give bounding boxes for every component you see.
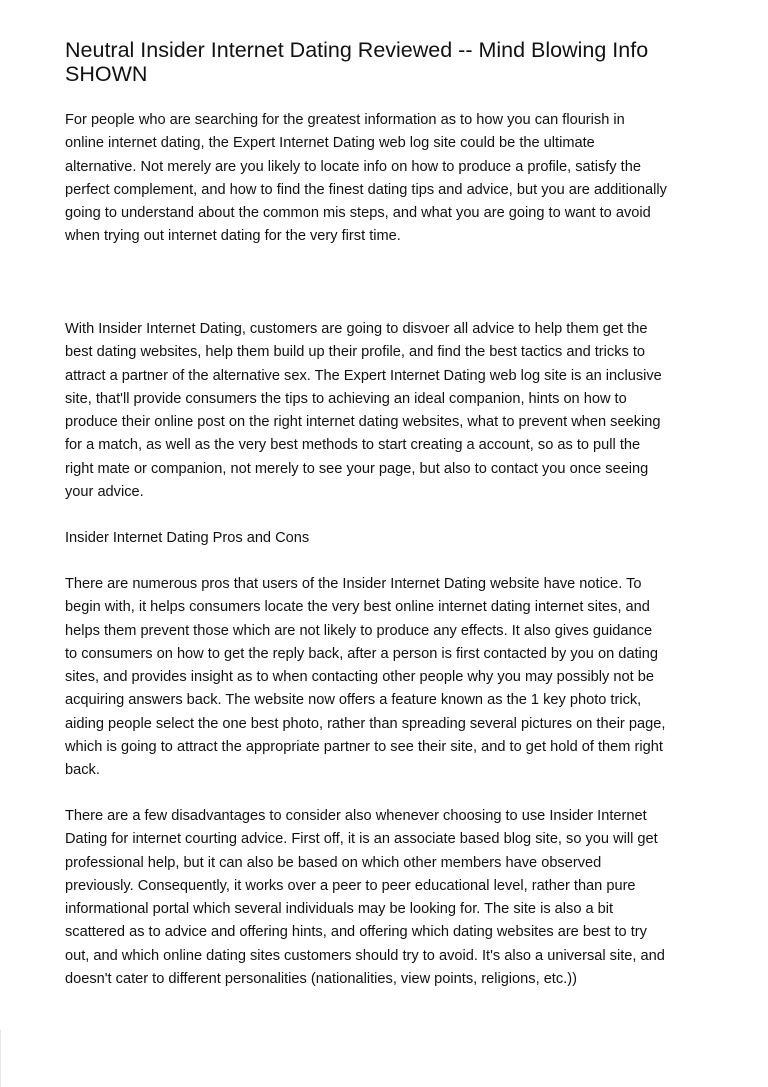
paragraph-insider-dating <box>65 318 745 504</box>
text-line: back. <box>65 762 100 779</box>
section-subheading: Insider Internet Dating Pros and Cons <box>65 530 310 546</box>
title-line: Neutral Insider Internet Dating Reviewed -- Mind Blowing Info <box>65 38 649 62</box>
text-line: There are numerous pros that users of the Insider Internet Dating website have notice. To <box>65 576 642 592</box>
text-line: perfect complement, and how to find the finest dating tips and advice, but you are additionally <box>65 181 667 198</box>
text-line: There are a few disadvantages to consider also whenever choosing to use Insider Internet <box>65 808 647 824</box>
paragraph-cons <box>65 805 745 991</box>
text-line: For people who are searching for the greatest information as to how you can flourish in <box>65 112 625 128</box>
text-line: scattered as to advice and offering hints, and offering which dating websites are best to try <box>65 924 647 941</box>
paragraph-pros <box>65 573 745 783</box>
text-line: begin with, it helps consumers locate the very best online internet dating internet sites, and <box>65 599 650 616</box>
text-line: best dating websites, help them build up their profile, and find the best tactics and tricks to <box>65 344 646 361</box>
text-line: online internet dating, the Expert Internet Dating web log site could be the ultimate <box>65 135 595 152</box>
text-line: which is going to attract the appropriate partner to see their site, and to get hold of them right <box>65 739 663 756</box>
page-edge-divider <box>0 1030 1 1087</box>
text-line: site, that'll provide consumers the tips to achieving an ideal companion, hints on how to <box>65 390 627 407</box>
text-line: acquiring answers back. The website now offers a feature known as the 1 key photo trick, <box>65 692 642 709</box>
text-line: professional help, but it can also be based on which other members have observed <box>65 854 602 871</box>
text-line: out, and which online dating sites customers should try to avoid. It's also a universal site, and <box>65 947 665 964</box>
text-line: doesn't cater to different personalities (nationalities, view points, religions, etc.)) <box>65 971 577 988</box>
text-line: for a match, as well as the very best methods to start creating a account, so as to pull the <box>65 437 641 454</box>
text-line: Dating for internet courting advice. First off, it is an associate based blog site, so you will get <box>65 831 658 848</box>
text-line: going to understand about the common mis steps, and what you are going to want to avoid <box>65 205 651 222</box>
page-title <box>65 38 735 86</box>
text-line: helps them prevent those which are not likely to produce any effects. It also gives guidance <box>65 622 653 639</box>
text-line: to consumers on how to get the reply back, after a person is first contacted by you on dating <box>65 645 658 662</box>
text-line: right mate or companion, not merely to see your page, but also to contact you once seeing <box>65 460 649 477</box>
title-line: SHOWN <box>65 62 148 86</box>
text-line: informational portal which several individuals may be looking for. The site is also a bit <box>65 901 614 918</box>
text-line: sites, and provides insight as to when contacting other people why you may possibly not be <box>65 669 654 686</box>
text-line: alternative. Not merely are you likely to locate info on how to produce a profile, satisfy the <box>65 158 641 175</box>
paragraph-intro <box>65 109 745 249</box>
text-line: previously. Consequently, it works over a peer to peer educational level, rather than pure <box>65 877 636 894</box>
text-line: With Insider Internet Dating, customers are going to disvoer all advice to help them get the <box>65 321 648 337</box>
text-line: your advice. <box>65 484 144 501</box>
text-line: produce their online post on the right internet dating websites, what to prevent when seeking <box>65 414 661 431</box>
text-line: aiding people select the one best photo, rather than spreading several pictures on their page, <box>65 715 666 732</box>
text-line: attract a partner of the alternative sex. The Expert Internet Dating web log site is an inclusive <box>65 367 662 384</box>
text-line: when trying out internet dating for the very first time. <box>65 228 401 245</box>
